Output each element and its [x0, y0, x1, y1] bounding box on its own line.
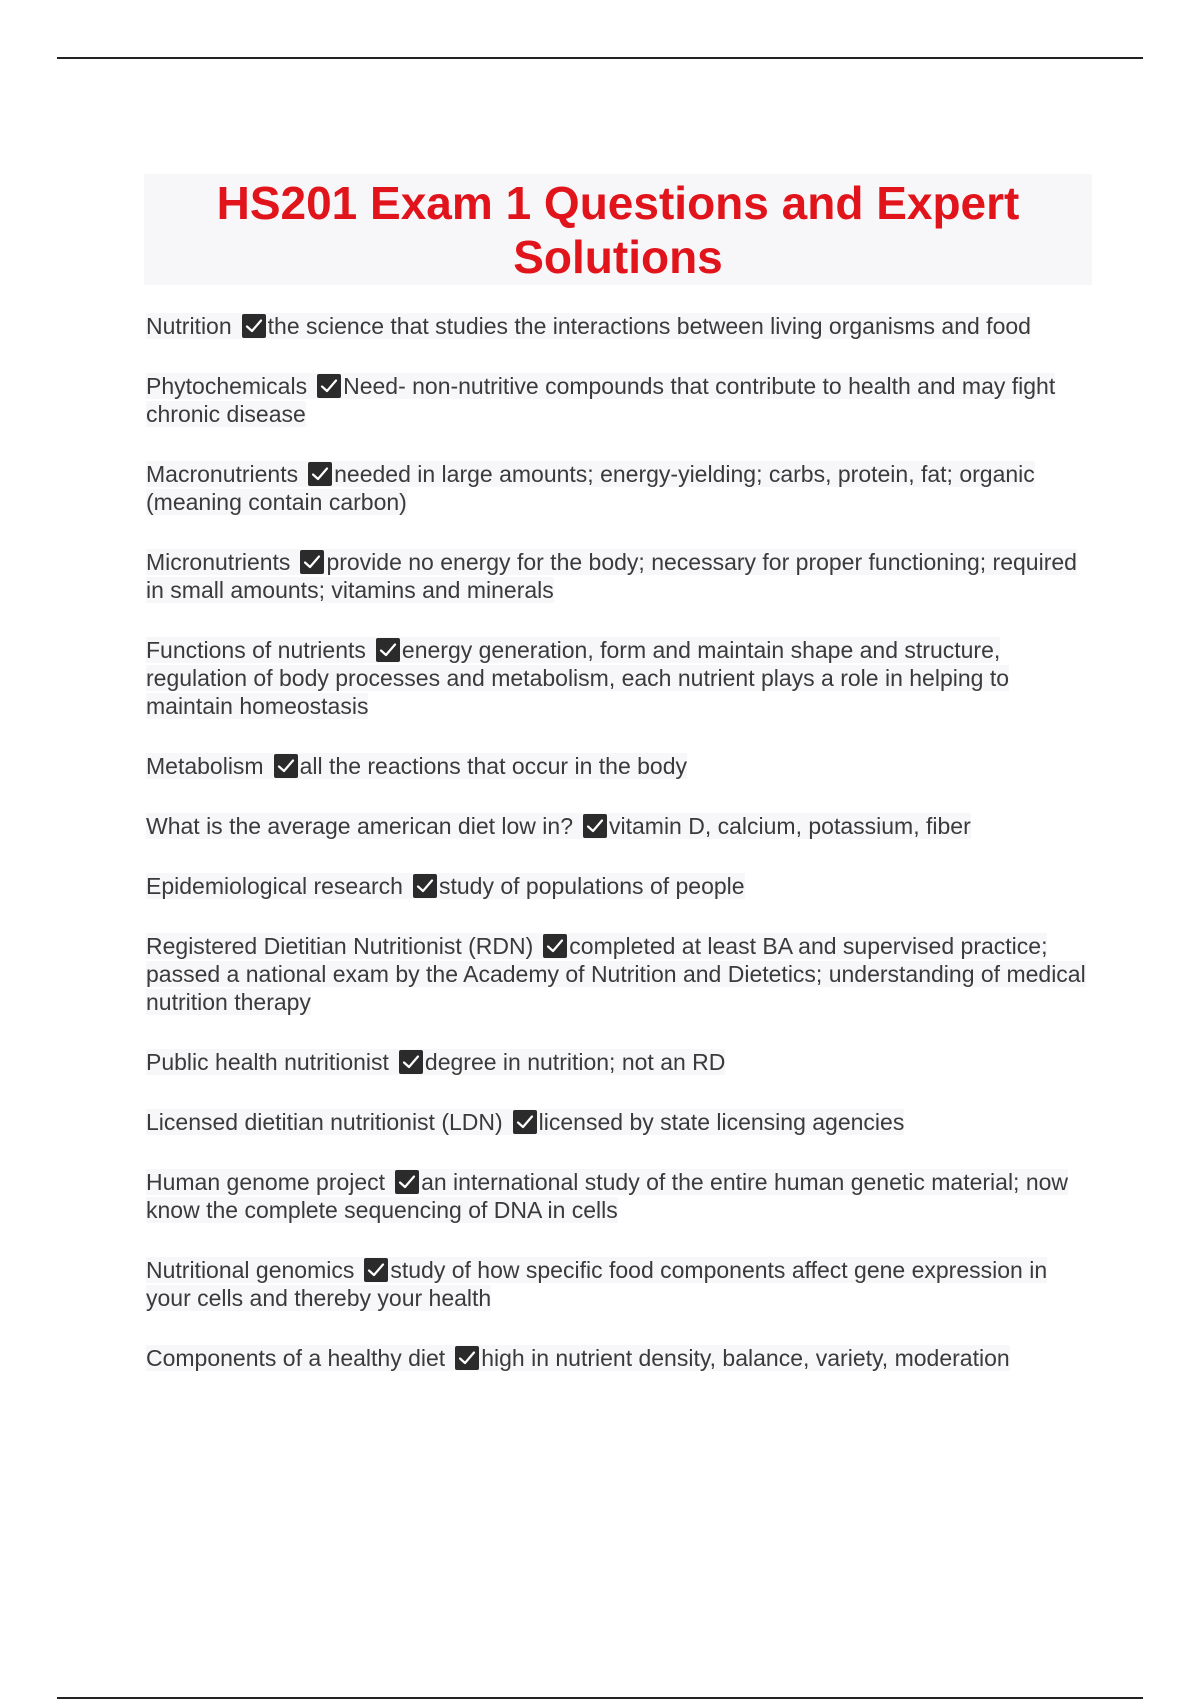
qa-item-text [146, 813, 971, 839]
checkmark-icon [364, 1258, 388, 1282]
qa-answer: an international study of the entire human genetic material; now know the complete sequencing of DNA in cells [146, 1169, 1069, 1223]
qa-answer: high in nutrient density, balance, variety, moderation [481, 1345, 1010, 1371]
qa-term: Components of a healthy diet [146, 1345, 446, 1371]
qa-term: Epidemiological research [146, 873, 403, 899]
qa-answer: all the reactions that occur in the body [299, 753, 688, 779]
document-title: HS201 Exam 1 Questions and Expert Solutions [216, 176, 1020, 283]
qa-answer: licensed by state licensing agencies [538, 1109, 905, 1135]
checkmark-icon [395, 1170, 419, 1194]
qa-term: Nutrition [146, 313, 232, 339]
qa-answer: provide no energy for the body; necessary for proper functioning; required in small amounts; vitamins and minerals [146, 549, 1077, 603]
qa-term: Registered Dietitian Nutritionist (RDN) [146, 933, 534, 959]
qa-term: What is the average american diet low in? [146, 813, 573, 839]
qa-item [146, 1048, 1090, 1076]
checkmark-icon [274, 754, 298, 778]
qa-item [146, 1168, 1090, 1224]
top-divider [57, 57, 1143, 59]
checkmark-icon [543, 934, 567, 958]
checkmark-icon [308, 462, 332, 486]
qa-term: Macronutrients [146, 461, 299, 487]
qa-answer: degree in nutrition; not an RD [424, 1049, 726, 1075]
qa-item [146, 872, 1090, 900]
qa-item-text [146, 1169, 1068, 1223]
qa-item-text [146, 373, 1055, 427]
qa-answer: needed in large amounts; energy-yielding; carbs, protein, fat; organic (meaning contain carbon) [146, 461, 1035, 515]
qa-item [146, 932, 1090, 1016]
qa-item [146, 312, 1090, 340]
qa-term: Licensed dietitian nutritionist (LDN) [146, 1109, 503, 1135]
qa-item [146, 1256, 1090, 1312]
title-banner [144, 174, 1092, 285]
checkmark-icon [413, 874, 437, 898]
qa-term: Human genome project [146, 1169, 386, 1195]
qa-term: Micronutrients [146, 549, 291, 575]
qa-item-text [146, 873, 745, 899]
qa-answer: energy generation, form and maintain shape and structure, regulation of body processes and metabolism, each nutrient plays a role in helping to maintain homeostasis [146, 637, 1010, 719]
qa-item-text [146, 753, 687, 779]
qa-item-text [146, 1109, 904, 1135]
qa-item-text [146, 1345, 1010, 1371]
qa-answer: study of populations of people [438, 873, 745, 899]
qa-term: Functions of nutrients [146, 637, 366, 663]
qa-term: Nutritional genomics [146, 1257, 355, 1283]
qa-answer: study of how specific food components affect gene expression in your cells and thereby your health [146, 1257, 1048, 1311]
qa-item [146, 548, 1090, 604]
qa-answer: Need- non-nutritive compounds that contribute to health and may fight chronic disease [146, 373, 1056, 427]
qa-item [146, 636, 1090, 720]
checkmark-icon [300, 550, 324, 574]
qa-term: Metabolism [146, 753, 264, 779]
qa-item [146, 812, 1090, 840]
checkmark-icon [513, 1110, 537, 1134]
checkmark-icon [242, 314, 266, 338]
bottom-divider [57, 1697, 1143, 1699]
qa-item [146, 372, 1090, 428]
checkmark-icon [583, 814, 607, 838]
qa-item-text [146, 549, 1077, 603]
qa-item [146, 460, 1090, 516]
checkmark-icon [317, 374, 341, 398]
qa-term: Phytochemicals [146, 373, 308, 399]
qa-item-text [146, 461, 1035, 515]
checkmark-icon [455, 1346, 479, 1370]
qa-item-text [146, 1257, 1047, 1311]
checkmark-icon [399, 1050, 423, 1074]
qa-item [146, 1344, 1090, 1372]
qa-item-text [146, 637, 1009, 719]
qa-list [146, 312, 1090, 1404]
qa-term: Public health nutritionist [146, 1049, 389, 1075]
qa-answer: the science that studies the interactions between living organisms and food [267, 313, 1031, 339]
qa-answer: vitamin D, calcium, potassium, fiber [609, 813, 971, 839]
qa-answer: completed at least BA and supervised practice; passed a national exam by the Academy of Nutrition and Dietetics; understanding of medical nutrition therapy [146, 933, 1086, 1015]
checkmark-icon [376, 638, 400, 662]
qa-item [146, 1108, 1090, 1136]
qa-item-text [146, 313, 1031, 339]
qa-item [146, 752, 1090, 780]
qa-item-text [146, 933, 1086, 1015]
qa-item-text [146, 1049, 725, 1075]
